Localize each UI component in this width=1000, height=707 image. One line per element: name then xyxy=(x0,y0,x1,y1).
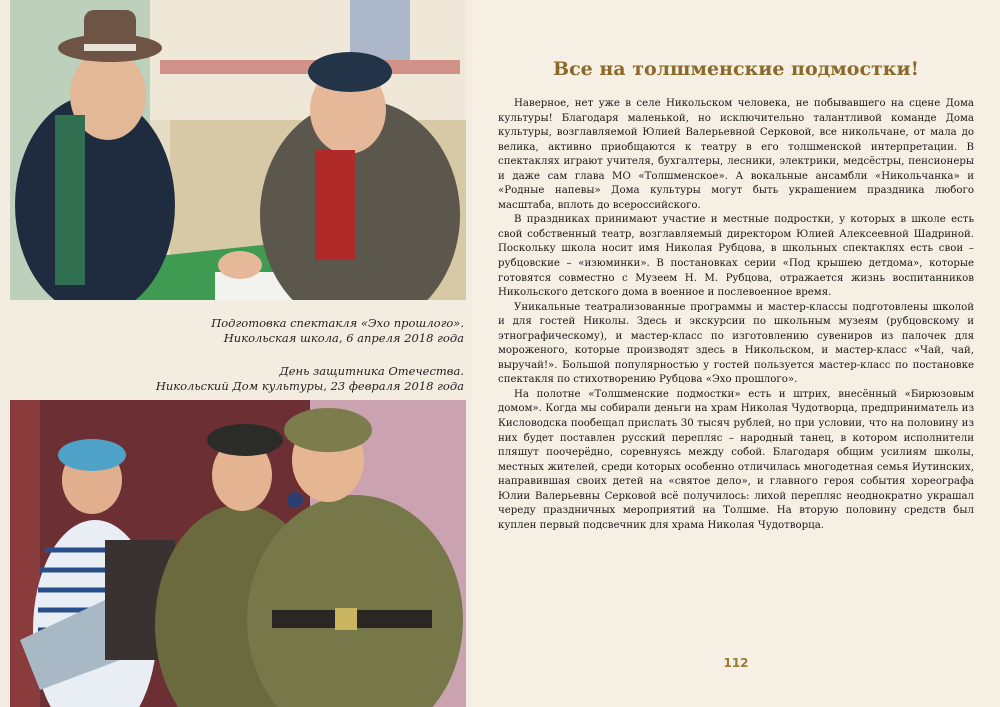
caption-rehearsal-line1: Подготовка спектакля «Эхо прошлого». xyxy=(211,316,464,330)
right-page xyxy=(472,0,1000,707)
caption-defender-day xyxy=(24,364,464,394)
page-title: Все на толшменские подмостки! xyxy=(553,58,919,80)
caption-defender-day-line1: День защитника Отечества. xyxy=(279,364,464,378)
paragraph-4: На полотне «Толшменские подмостки» есть и штрих, внесённый «Бирюзовым домом». Когда мы собирали деньги на храм Николая Чудотворца, предприниматель из Кисловодска пообещал прислать 30 тысяч рублей, но при условии, что на половину из них будет поставлен русский перепляс – народный танец, в котором исполнители пляшут поочерёдно, соревнуясь между собой. Благодаря общим усилиям школы, местных жителей, среди которых особенно отличилась многодетная семья Иутинских, направившая своих детей на «святое дело», и главного героя события хореографа Юлии Валерьевны Серковой всё получилось: лихой перепляс неоднократно украшал череду праздничных мероприятий на Толшме. На вторую половину средств был куплен первый подсвечник для храма Николая Чудотворца. xyxy=(498,388,974,531)
article-body xyxy=(498,97,974,533)
caption-rehearsal xyxy=(24,316,464,346)
photo-rehearsal xyxy=(10,0,466,300)
page-number: 112 xyxy=(723,656,749,670)
left-page xyxy=(0,0,470,707)
caption-rehearsal-line2: Никольская школа, 6 апреля 2018 года xyxy=(223,331,464,345)
paragraph-1: Наверное, нет уже в селе Никольском человека, не побывавшего на сцене Дома культуры! Благодаря маленькой, но исключительно талантливой команде Дома культуры, возглавляемой Юлией Валерьевной Серковой, все никольчане, от мала до велика, активно приобщаются к театру в его толшменской интерпретации. В спектаклях играют учителя, бухгалтеры, лесники, электрики, медсёстры, пенсионеры и даже сам глава МО «Толшменское». А вокальные ансамбли «Никольчанка» и «Родные напевы» Дома культуры могут быть украшением праздника любого масштаба, вплоть до всероссийского. xyxy=(498,98,974,211)
paragraph-2: В праздниках принимают участие и местные подростки, у которых в школе есть свой собственный театр, возглавляемый директором Юлией Алексеевной Шадриной. Поскольку школа носит имя Николая Рубцова, в школьных спектаклях есть свои – рубцовские – «изюминки». В постановках серии «Под крышею детдома», которые готовятся совместно с Музеем Н. М. Рубцова, отражается жизнь воспитанников Никольского детского дома в военное и послевоенное время. xyxy=(498,214,974,299)
paragraph-3: Уникальные театрализованные программы и мастер-классы подготовлены школой и для гостей Николы. Здесь и экскурсии по школьным музеям (рубцовскому и этнографическому), и мастер-класс по изготовлению сувениров из палочек для мороженого, которые производят здесь в Никольском, и мастер-класс «Чай, чай, выручай!». Большой популярностью у гостей пользуется мастер-класс по постановке спектакля по стихотворению Рубцова «Эхо прошлого». xyxy=(498,301,974,386)
caption-defender-day-line2: Никольский Дом культуры, 23 февраля 2018 года xyxy=(155,379,464,393)
photo-concert xyxy=(10,400,466,707)
